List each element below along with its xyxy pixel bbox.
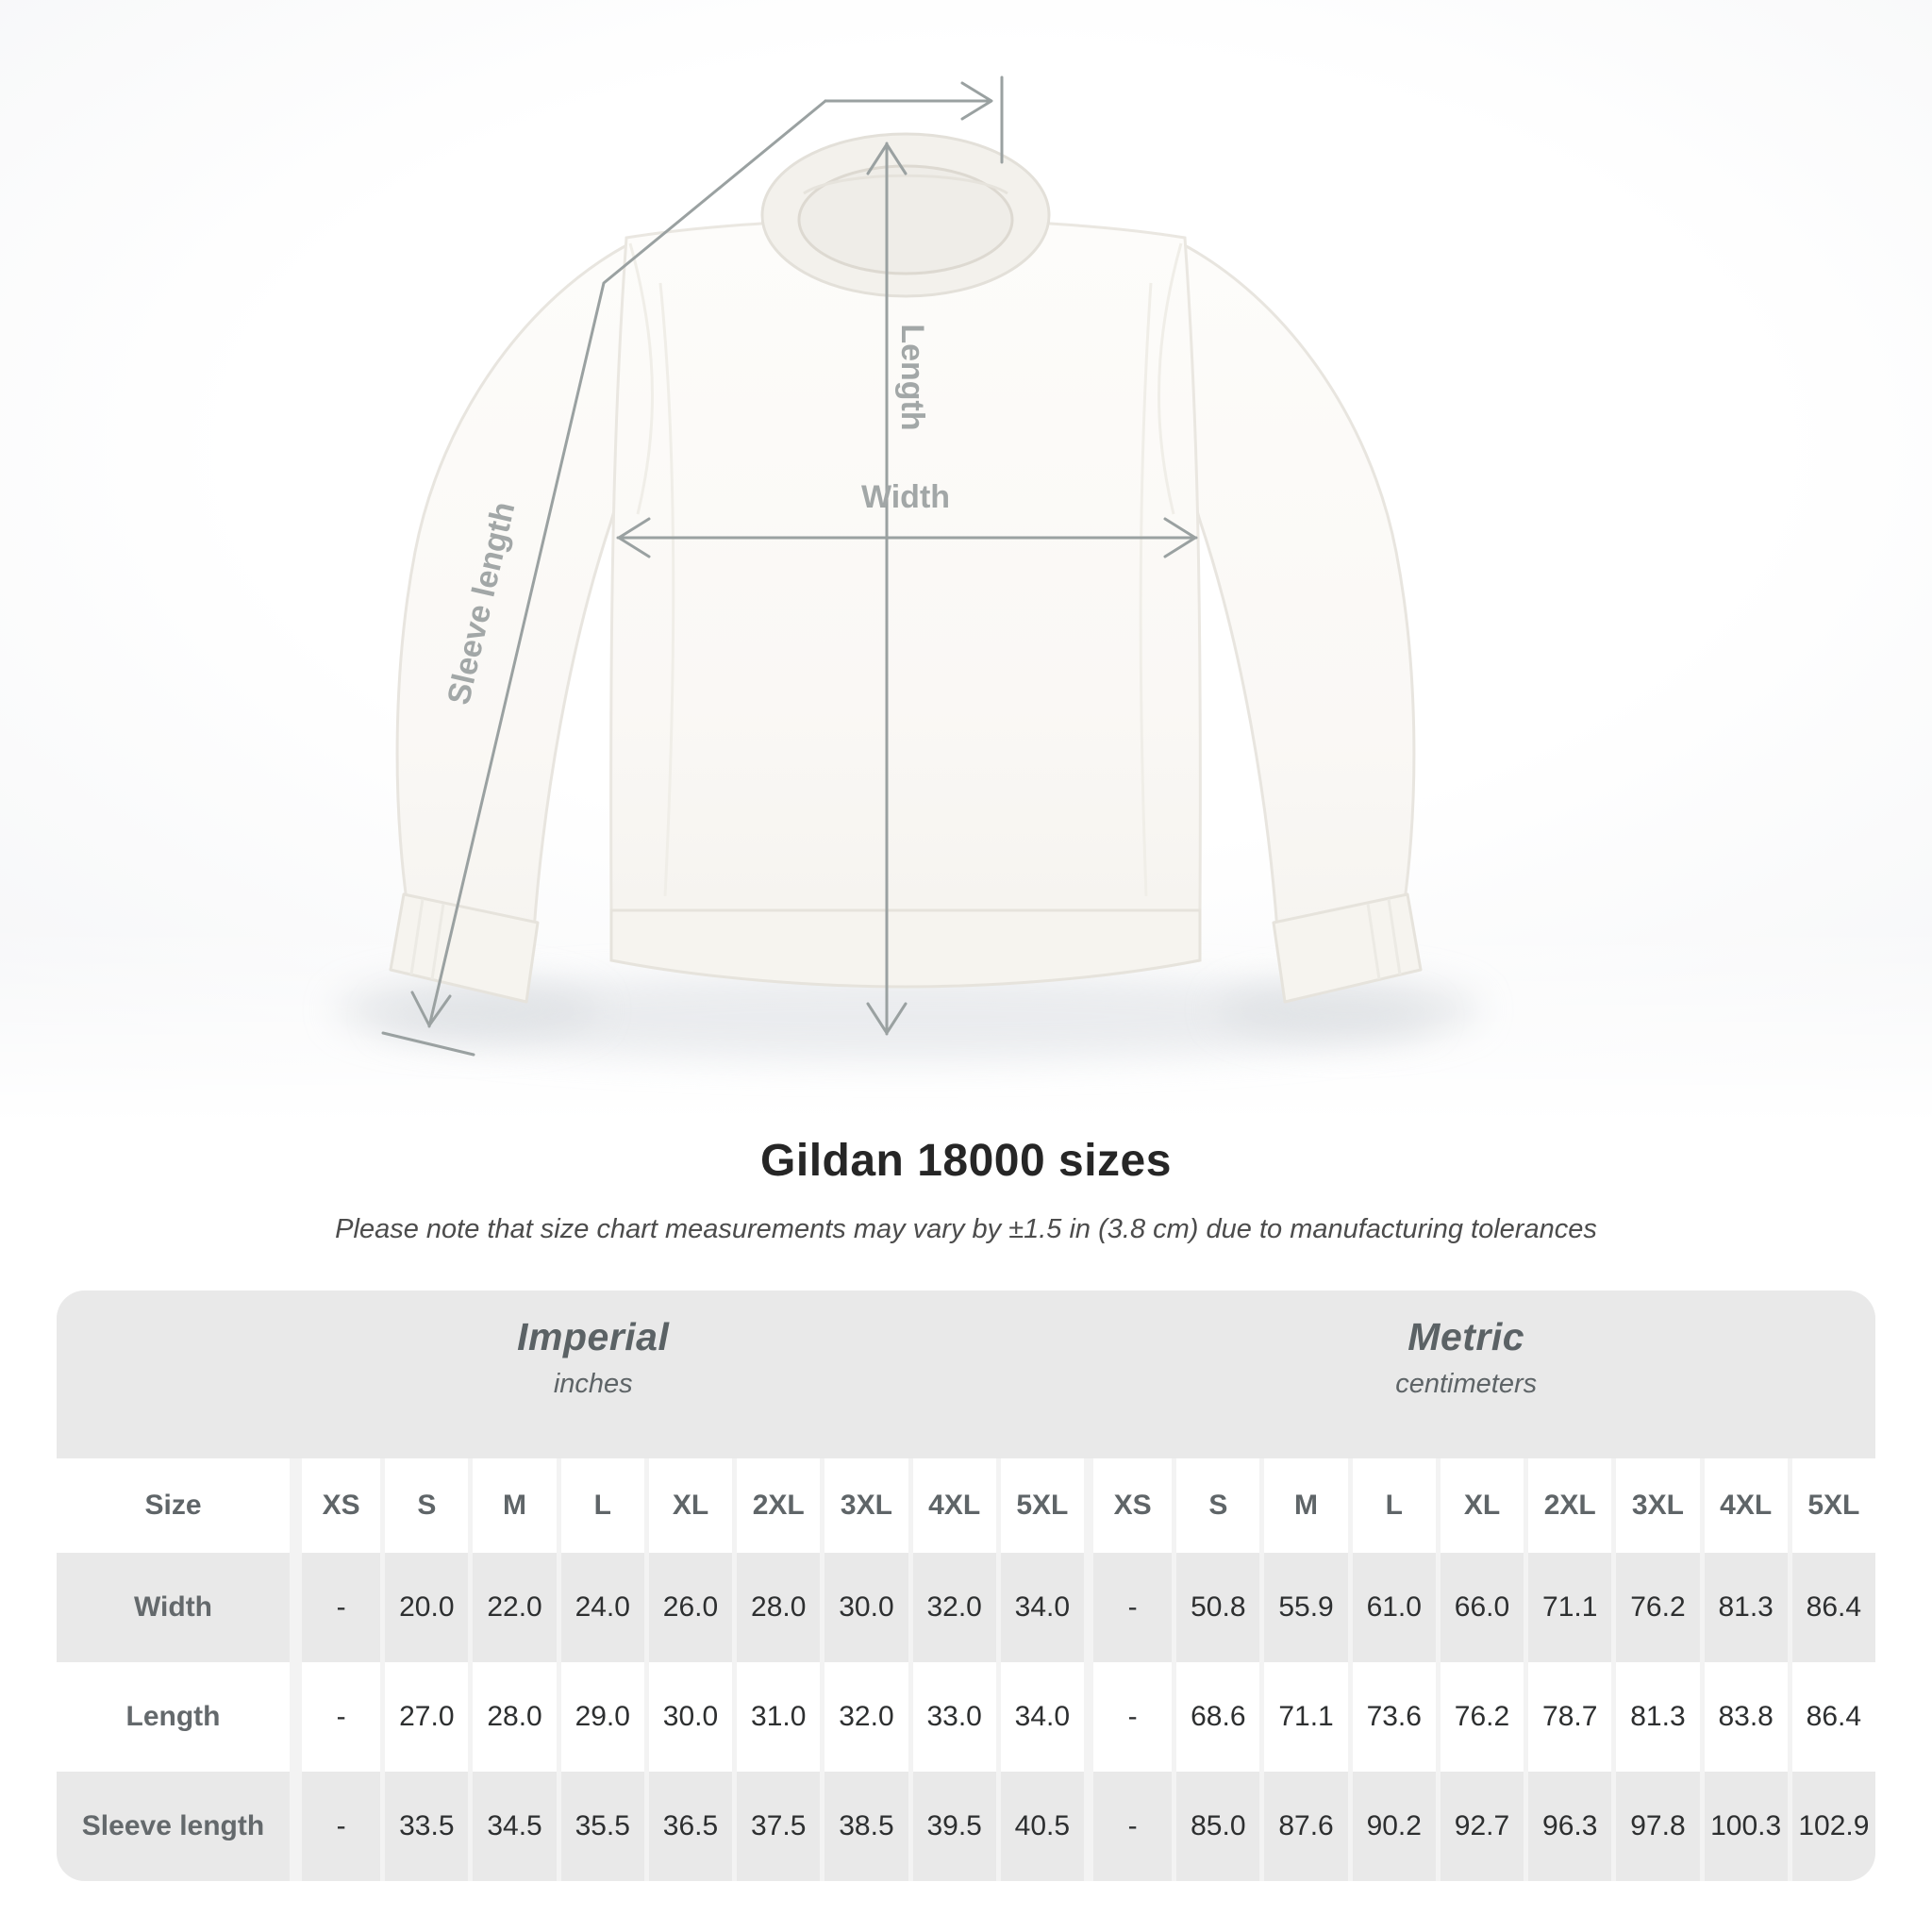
sweatshirt-body: [611, 219, 1201, 910]
metric-unit-group: [1395, 1315, 1537, 1400]
imperial-label: Imperial: [517, 1315, 670, 1358]
cell-length-imperial-s: 27.0: [385, 1662, 468, 1772]
length-label: Length: [894, 324, 930, 431]
row-label: Sleeve length: [57, 1772, 290, 1881]
size-header-imperial-l: L: [561, 1458, 644, 1553]
cell-width-imperial-l: 24.0: [561, 1553, 644, 1662]
cell-sleeve-length-imperial-5xl: 40.5: [1001, 1772, 1084, 1881]
size-header-imperial-5xl: 5XL: [1001, 1458, 1084, 1553]
cell-width-imperial-4xl: 32.0: [913, 1553, 996, 1662]
size-header-imperial-m: M: [473, 1458, 556, 1553]
cell-length-metric-xl: 76.2: [1441, 1662, 1524, 1772]
width-label: Width: [860, 479, 951, 515]
sleeve-length-label: Sleeve length: [441, 498, 523, 708]
cell-width-metric-4xl: 81.3: [1705, 1553, 1788, 1662]
size-header-metric-m: M: [1264, 1458, 1347, 1553]
cell-length-imperial-xs: -: [302, 1662, 380, 1772]
cell-sleeve-length-metric-5xl: 102.9: [1792, 1772, 1875, 1881]
size-header-metric-l: L: [1353, 1458, 1436, 1553]
cell-sleeve-length-imperial-3xl: 38.5: [824, 1772, 908, 1881]
size-header-metric-xl: XL: [1441, 1458, 1524, 1553]
size-header-metric-xs: XS: [1093, 1458, 1172, 1553]
cell-sleeve-length-metric-l: 90.2: [1353, 1772, 1436, 1881]
cell-width-metric-3xl: 76.2: [1616, 1553, 1699, 1662]
size-column-header: Size: [57, 1458, 290, 1553]
sweatshirt-collar: [762, 134, 1049, 296]
cell-sleeve-length-imperial-xl: 36.5: [649, 1772, 732, 1881]
cell-sleeve-length-imperial-xs: -: [302, 1772, 380, 1881]
cell-sleeve-length-metric-4xl: 100.3: [1705, 1772, 1788, 1881]
cell-width-imperial-xs: -: [302, 1553, 380, 1662]
unit-band: [57, 1291, 1875, 1458]
size-header-metric-5xl: 5XL: [1792, 1458, 1875, 1553]
cell-width-metric-l: 61.0: [1353, 1553, 1436, 1662]
cell-width-metric-xs: -: [1093, 1553, 1172, 1662]
cell-sleeve-length-imperial-2xl: 37.5: [737, 1772, 820, 1881]
metric-label: Metric: [1407, 1315, 1525, 1358]
cell-length-metric-2xl: 78.7: [1528, 1662, 1611, 1772]
cell-sleeve-length-metric-2xl: 96.3: [1528, 1772, 1611, 1881]
table-row: [57, 1553, 1875, 1662]
size-header-metric-4xl: 4XL: [1705, 1458, 1788, 1553]
size-header-row: [57, 1458, 1875, 1553]
cell-sleeve-length-imperial-l: 35.5: [561, 1772, 644, 1881]
size-header-imperial-xs: XS: [302, 1458, 380, 1553]
cell-sleeve-length-metric-s: 85.0: [1176, 1772, 1259, 1881]
page-title: Gildan 18000 sizes: [760, 1136, 1172, 1186]
cell-length-imperial-2xl: 31.0: [737, 1662, 820, 1772]
cell-width-metric-xl: 66.0: [1441, 1553, 1524, 1662]
cell-length-metric-5xl: 86.4: [1792, 1662, 1875, 1772]
cell-width-metric-2xl: 71.1: [1528, 1553, 1611, 1662]
cell-width-imperial-s: 20.0: [385, 1553, 468, 1662]
cell-width-imperial-3xl: 30.0: [824, 1553, 908, 1662]
cell-sleeve-length-metric-3xl: 97.8: [1616, 1772, 1699, 1881]
row-label: Width: [57, 1553, 290, 1662]
cell-width-imperial-m: 22.0: [473, 1553, 556, 1662]
cell-length-metric-m: 71.1: [1264, 1662, 1347, 1772]
cell-sleeve-length-imperial-4xl: 39.5: [913, 1772, 996, 1881]
size-header-metric-s: S: [1176, 1458, 1259, 1553]
cell-length-imperial-xl: 30.0: [649, 1662, 732, 1772]
cell-width-imperial-5xl: 34.0: [1001, 1553, 1084, 1662]
cell-width-imperial-xl: 26.0: [649, 1553, 732, 1662]
cell-sleeve-length-imperial-s: 33.5: [385, 1772, 468, 1881]
cell-width-imperial-2xl: 28.0: [737, 1553, 820, 1662]
cell-sleeve-length-imperial-m: 34.5: [473, 1772, 556, 1881]
metric-sublabel: centimeters: [1395, 1369, 1538, 1399]
cell-sleeve-length-metric-xl: 92.7: [1441, 1772, 1524, 1881]
table-row: [57, 1772, 1875, 1881]
cell-width-metric-s: 50.8: [1176, 1553, 1259, 1662]
size-header-imperial-4xl: 4XL: [913, 1458, 996, 1553]
cell-length-metric-4xl: 83.8: [1705, 1662, 1788, 1772]
cell-length-imperial-4xl: 33.0: [913, 1662, 996, 1772]
cell-length-metric-3xl: 81.3: [1616, 1662, 1699, 1772]
cell-width-metric-5xl: 86.4: [1792, 1553, 1875, 1662]
cell-sleeve-length-metric-m: 87.6: [1264, 1772, 1347, 1881]
cell-length-imperial-l: 29.0: [561, 1662, 644, 1772]
tolerance-note: Please note that size chart measurements may vary by ±1.5 in (3.8 cm) due to manufacturing tolerances: [335, 1214, 1597, 1244]
imperial-unit-group: [517, 1315, 669, 1400]
sweatshirt-hem: [611, 910, 1200, 987]
size-header-imperial-2xl: 2XL: [737, 1458, 820, 1553]
size-header-metric-2xl: 2XL: [1528, 1458, 1611, 1553]
size-table: [57, 1291, 1875, 1881]
cell-length-metric-l: 73.6: [1353, 1662, 1436, 1772]
size-header-imperial-s: S: [385, 1458, 468, 1553]
size-header-imperial-3xl: 3XL: [824, 1458, 908, 1553]
size-header-metric-3xl: 3XL: [1616, 1458, 1699, 1553]
cell-length-imperial-m: 28.0: [473, 1662, 556, 1772]
cell-length-metric-s: 68.6: [1176, 1662, 1259, 1772]
cell-length-metric-xs: -: [1093, 1662, 1172, 1772]
size-header-imperial-xl: XL: [649, 1458, 732, 1553]
imperial-sublabel: inches: [553, 1369, 633, 1399]
cell-length-imperial-3xl: 32.0: [824, 1662, 908, 1772]
table-row: [57, 1662, 1875, 1772]
table-rows: [57, 1458, 1875, 1881]
cell-length-imperial-5xl: 34.0: [1001, 1662, 1084, 1772]
cell-sleeve-length-metric-xs: -: [1093, 1772, 1172, 1881]
cell-width-metric-m: 55.9: [1264, 1553, 1347, 1662]
row-label: Length: [57, 1662, 290, 1772]
